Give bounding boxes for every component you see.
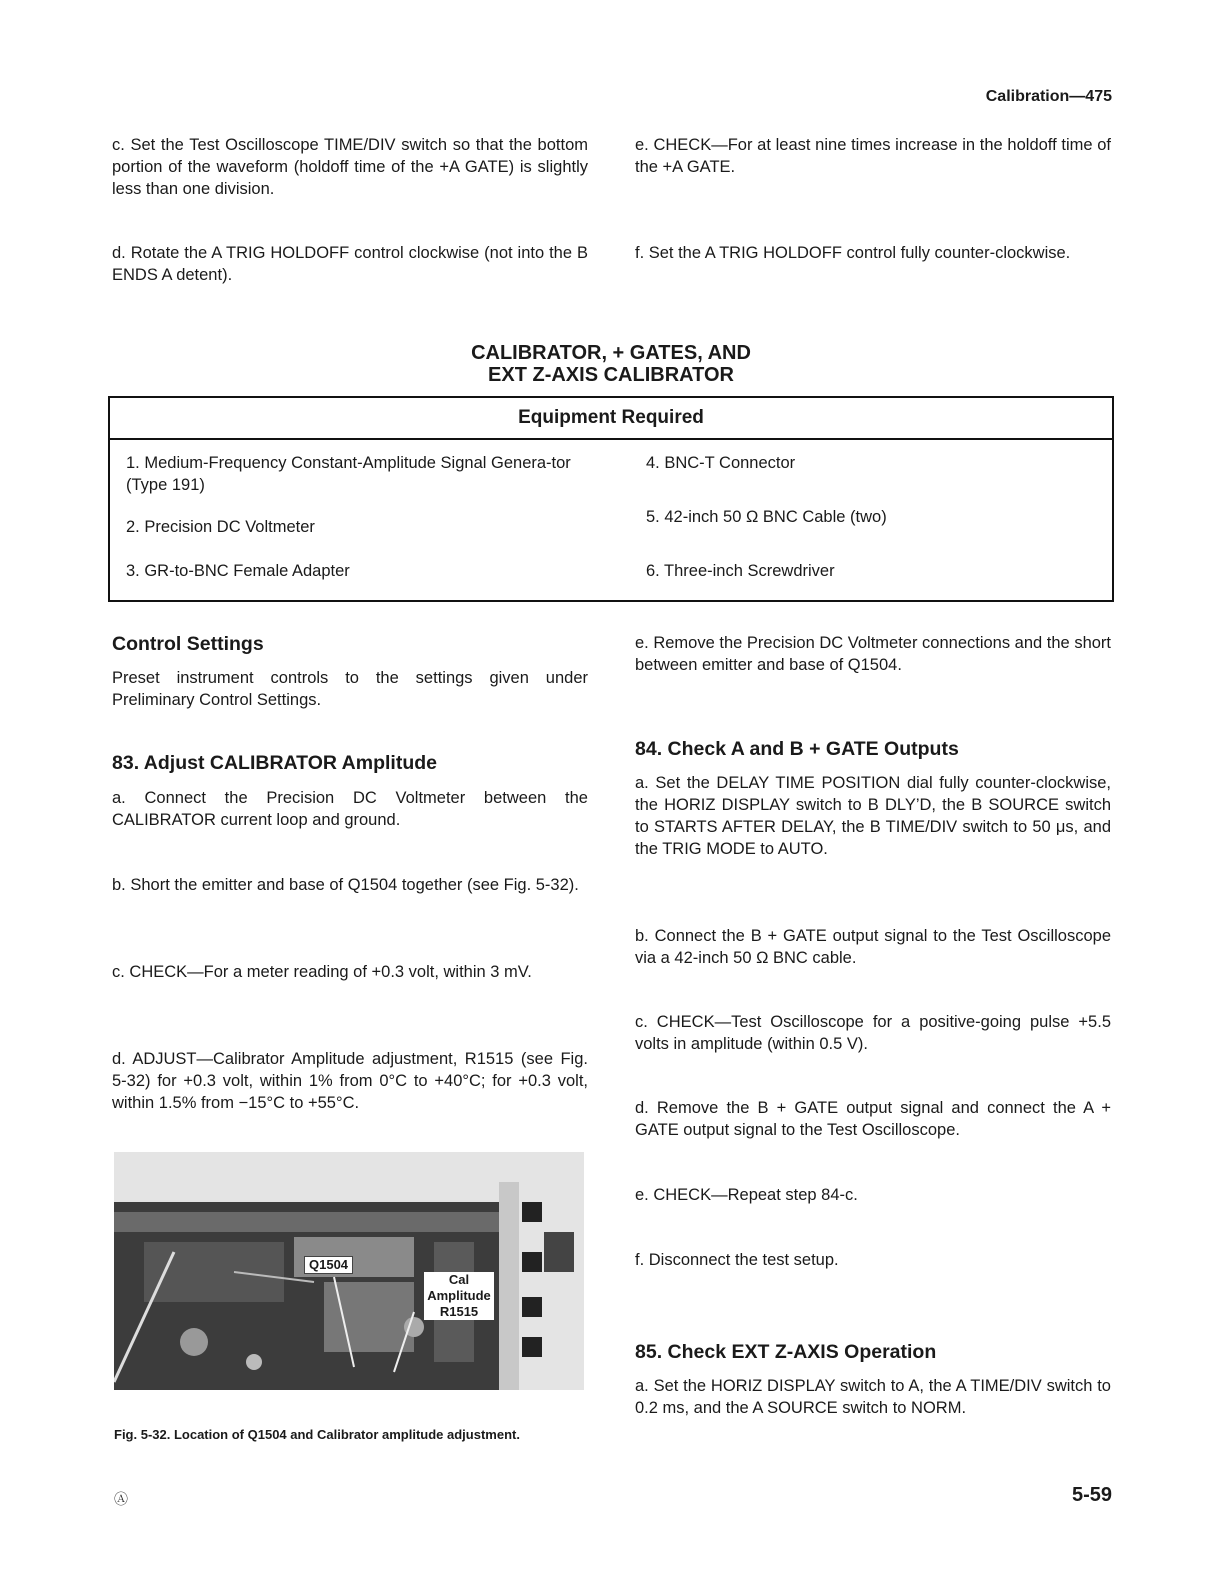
- step-84-heading: 84. Check A and B + GATE Outputs: [635, 738, 959, 760]
- running-header: Calibration—475: [985, 88, 1112, 105]
- top-step-f: f. Set the A TRIG HOLDOFF control fully counter-clockwise.: [635, 244, 1071, 262]
- top-step-d: d. Rotate the A TRIG HOLDOFF control clockwise (not into the B ENDS A detent).: [112, 244, 588, 284]
- step-84-a: a. Set the DELAY TIME POSITION dial fully counter-clockwise, the HORIZ DISPLAY switch to B DLY’D, the B SOURCE switch to STARTS AFTER DELAY, the B TIME/DIV switch to 50 μs, and the TRIG MODE to AUTO.: [635, 774, 1111, 858]
- section-title: [300, 342, 922, 386]
- cal-amplitude-label: [424, 1272, 494, 1320]
- equipment-item-5: 5. 42-inch 50 Ω BNC Cable (two): [646, 508, 887, 526]
- step-83-d: d. ADJUST—Calibrator Amplitude adjustment, R1515 (see Fig. 5-32) for +0.3 volt, within 1% from 0°C to +40°C; for +0.3 volt, within 1.5% from −15°C to +55°C.: [112, 1050, 588, 1112]
- equipment-table: [108, 396, 1114, 602]
- figure-caption: Fig. 5-32. Location of Q1504 and Calibrator amplitude adjustment.: [114, 1427, 520, 1442]
- q1504-label: Q1504: [304, 1256, 353, 1274]
- cal-label-line-3: R1515: [439, 1304, 479, 1319]
- step-84-d: d. Remove the B + GATE output signal and connect the A + GATE output signal to the Test Oscilloscope.: [635, 1099, 1111, 1139]
- step-85-heading: 85. Check EXT Z-AXIS Operation: [635, 1341, 937, 1363]
- step-83-a: a. Connect the Precision DC Voltmeter between the CALIBRATOR current loop and ground.: [112, 789, 588, 829]
- step-83-e: e. Remove the Precision DC Voltmeter connections and the short between emitter and base of Q1504.: [635, 634, 1111, 674]
- equipment-item-6: 6. Three-inch Screwdriver: [646, 562, 835, 580]
- control-settings-text: Preset instrument controls to the settings given under Preliminary Control Settings.: [112, 669, 588, 709]
- page-number: 5-59: [1071, 1484, 1112, 1506]
- circuit-board-photo: [114, 1152, 584, 1390]
- step-83-c: c. CHECK—For a meter reading of +0.3 volt, within 3 mV.: [112, 963, 532, 981]
- step-84-b: b. Connect the B + GATE output signal to the Test Oscilloscope via a 42-inch 50 Ω BNC cable.: [635, 927, 1111, 967]
- section-title-line-1: CALIBRATOR, + GATES, AND: [471, 342, 751, 364]
- step-84-f: f. Disconnect the test setup.: [635, 1251, 839, 1269]
- equipment-item-1: 1. Medium-Frequency Constant-Amplitude Signal Genera-tor (Type 191): [126, 454, 571, 494]
- step-84-e: e. CHECK—Repeat step 84-c.: [635, 1186, 858, 1204]
- cal-label-line-2: Amplitude: [427, 1288, 491, 1303]
- section-title-line-2: EXT Z-AXIS CALIBRATOR: [488, 364, 734, 386]
- step-84-c: c. CHECK—Test Oscilloscope for a positive-going pulse +5.5 volts in amplitude (within 0.5 V).: [635, 1013, 1111, 1053]
- top-step-e: e. CHECK—For at least nine times increase in the holdoff time of the +A GATE.: [635, 136, 1111, 176]
- equipment-item-3: 3. GR-to-BNC Female Adapter: [126, 562, 350, 580]
- step-83-b: b. Short the emitter and base of Q1504 together (see Fig. 5-32).: [112, 876, 579, 894]
- equipment-item-4: 4. BNC-T Connector: [646, 454, 796, 472]
- step-83-heading: 83. Adjust CALIBRATOR Amplitude: [112, 752, 438, 774]
- top-step-c: c. Set the Test Oscilloscope TIME/DIV switch so that the bottom portion of the waveform (holdoff time of the +A GATE) is slightly less than one division.: [112, 136, 588, 198]
- cal-label-line-1: Cal: [448, 1272, 470, 1287]
- equipment-item-2: 2. Precision DC Voltmeter: [126, 518, 315, 536]
- step-85-a: a. Set the HORIZ DISPLAY switch to A, the A TIME/DIV switch to 0.2 ms, and the A SOURCE switch to NORM.: [635, 1377, 1111, 1417]
- revision-mark: Ⓐ: [114, 1491, 128, 1507]
- control-settings-heading: Control Settings: [112, 633, 264, 655]
- equipment-table-header: Equipment Required: [110, 398, 1112, 440]
